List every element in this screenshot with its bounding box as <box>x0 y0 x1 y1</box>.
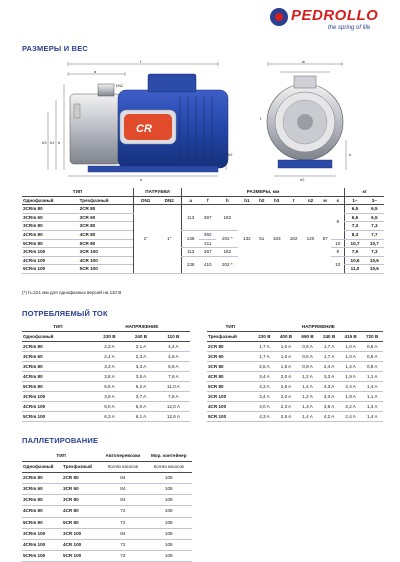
subheader-n2: n2 <box>302 196 319 205</box>
table-row: 3CRm 60 3CR 60 84 108 <box>22 484 192 495</box>
table-row: 3CR 100 3,4 A 2,0 A 1,2 A 3,3 A 1,9 A 1,1 A <box>207 392 383 402</box>
cell-dn1: 1" <box>134 205 158 274</box>
section-title-current: ПОТРЕБЛЯЕМЫЙ ТОК <box>22 309 108 318</box>
logo-emblem-icon <box>270 8 288 26</box>
subheader-three-phase: Трехфазный <box>207 332 254 342</box>
table-row: 5CRm 80 5CR 80 411 10 10,7 10,7 <box>22 239 384 248</box>
subheader-s: s <box>331 196 344 205</box>
col-header-sea-container: Мор. контейнер <box>146 451 192 462</box>
table-row: 5CRm 100 5CR 100 72 108 <box>22 550 192 561</box>
subheader-pump-count: Кол-во насосов <box>146 462 192 473</box>
col-header-type: ТИП <box>22 188 134 196</box>
table-row: 3CRm 100 3CR 100 113 367 182 9 7,9 7,3 <box>22 248 384 257</box>
table-row: 4CRm 100 6,0 A 6,0 A 12,0 A <box>22 402 190 412</box>
sizes-weights-table <box>22 188 384 274</box>
dim-h1-label: h1 <box>50 140 55 145</box>
table-row: 5CR 100 4,3 A 2,5 A 1,4 A 4,2 A 2,4 A 1,4 A <box>207 412 383 422</box>
col-header-type: ТИП <box>22 322 94 332</box>
current-three-phase-table: ТИП НАПРЯЖЕНИЕ Трехфазный 230 В 400 В 690 В 240 В 415 В 720 В 2CR 80 1,7 A 1,0 A 0,6 A 1,7 A 1,0 A 0,6 A 3CR 60 1,7 A 1,0 A 0,6 A 1,7 A 1,0 A 0,6 A 3CR 80 2,5 A 1,5 A 0,9 A 2,4 A 1,4 A 0,8 A 4CR 80 3,4 A 2,0 A 1,2 A 3,3 A 1,9 A 1,1 A 5CR 80 4,3 A 2,5 A 1,4 A 4,3 A 2,4 A 1,4 A 3CR 100 3,4 A 2,0 A 1,2 A 3,3 A 1,9 A 1,1 A 4CR 100 4,0 A 2,3 A 1,3 A 3,8 A 2,2 A 1,3 A 5CR 100 4,3 A 2,5 A 1,4 A 4,2 A 2,4 A 1,4 A <box>207 322 383 422</box>
subheader-t: t <box>285 196 302 205</box>
col-header-dimensions: РАЗМЕРЫ, мм <box>182 188 345 196</box>
table-row: 4CRm 80 3,8 A 3,6 A 7,6 A <box>22 372 190 382</box>
cell-dn2: 1" <box>158 205 182 274</box>
dim-s-label: s <box>349 152 351 157</box>
subheader-h3: h3 <box>268 196 285 205</box>
pump-front-view <box>260 59 351 182</box>
table-row: 3CRm 60 2,4 A 2,3 A 4,8 A <box>22 352 190 362</box>
table-row: 5CRm 80 5CR 80 72 108 <box>22 517 192 528</box>
section-title-sizes: РАЗМЕРЫ И ВЕС <box>22 44 89 53</box>
subheader-three-phase: Трехфазный <box>79 196 134 205</box>
table-row: 3CRm 80 3CR 80 84 108 <box>22 495 192 506</box>
dim-t-label: t <box>260 116 262 121</box>
subheader-pump-count: Кол-во насосов <box>100 462 145 473</box>
subheader-kg-3: 3~ <box>365 196 384 205</box>
subheader-dn2: DN2 <box>158 196 182 205</box>
subheader-single-phase: Однофазный <box>22 462 62 473</box>
dim-dn2-label: DN2 <box>116 84 124 88</box>
subheader-h1: h1 <box>238 196 255 205</box>
subheader-w: w <box>319 196 331 205</box>
col-header-type: ТИП <box>207 322 254 332</box>
table-row: 3CRm 80 3,3 A 3,3 A 6,6 A <box>22 362 190 372</box>
col-header-type: ТИП <box>22 451 100 462</box>
table-row: 5CR 80 4,3 A 2,5 A 1,4 A 4,3 A 2,4 A 1,4 A <box>207 382 383 392</box>
dim-f-label: f <box>140 59 142 64</box>
table-row: 2CRm 80 2,3 A 2,1 A 4,4 A <box>22 342 190 352</box>
table-row: 2CRm 80 2CR 80 84 108 <box>22 473 192 484</box>
table-row: 3CRm 100 3,9 A 3,7 A 7,8 A <box>22 392 190 402</box>
pedrollo-logo <box>270 6 388 36</box>
pump-side-view <box>70 74 228 172</box>
subheader-a: a <box>182 196 200 205</box>
col-header-kg: кг <box>345 188 384 196</box>
footnote-h221: (*) h=221 мм для однофазных версий на 110 В <box>22 290 122 295</box>
table-row: 5CRm 100 6,3 A 6,1 A 12,6 A <box>22 412 190 422</box>
dim-w-label: w <box>302 59 305 64</box>
section-title-pallet: ПАЛЛЕТИРОВАНИЕ <box>22 436 99 445</box>
pump-dimension-drawing <box>28 60 378 182</box>
dim-n2-label: n2 <box>300 177 305 182</box>
subheader-dn1: DN1 <box>134 196 158 205</box>
table-row: 4CRm 80 4CR 80 138 392 202 * 8,3 7,7 <box>22 230 384 239</box>
table-row: 4CR 80 3,4 A 2,0 A 1,2 A 3,3 A 1,9 A 1,1 A <box>207 372 383 382</box>
table-row: 5CRm 100 5CR 100 11,0 10,6 <box>22 265 384 274</box>
subheader-single-phase: Однофазный <box>22 332 94 342</box>
svg-text:CR: CR <box>136 123 152 135</box>
col-header-truck: Автоперевозки <box>100 451 145 462</box>
table-row: 4CRm 100 4CR 100 138 410 202 * 10 10,6 10,6 <box>22 256 384 265</box>
col-header-ports: ПАТРУБКИ <box>134 188 182 196</box>
dim-h2-label: h2 <box>228 152 233 157</box>
table-row: 4CR 100 4,0 A 2,3 A 1,3 A 3,8 A 2,2 A 1,3 A <box>207 402 383 412</box>
table-row: 4CRm 100 4CR 100 72 108 <box>22 539 192 550</box>
table-row: 3CR 60 1,7 A 1,0 A 0,6 A 1,7 A 1,0 A 0,6 A <box>207 352 383 362</box>
table-row: 3CRm 80 3CR 80 7,3 7,3 <box>22 222 384 231</box>
table-row: 3CRm 60 3CR 60 6,5 6,5 <box>22 213 384 222</box>
table-row: 3CRm 100 3CR 100 84 108 <box>22 528 192 539</box>
table-row: 4CRm 80 4CR 80 72 108 <box>22 506 192 517</box>
dim-a-label: a <box>94 69 97 74</box>
col-header-voltage: НАПРЯЖЕНИЕ <box>254 322 383 332</box>
logo-wordmark: PEDROLLO <box>291 7 379 24</box>
subheader-kg-1: 1~ <box>345 196 365 205</box>
table-row: 2CRm 80 2CR 80 1" 1" 113 367 182 132 51 183 182 120 87 9 6,5 6,5 <box>22 205 384 214</box>
col-header-voltage: НАПРЯЖЕНИЕ <box>94 322 190 332</box>
table-row: 2CR 80 1,7 A 1,0 A 0,6 A 1,7 A 1,0 A 0,6 A <box>207 342 383 352</box>
palletization-table <box>22 451 192 562</box>
dim-h-label: h <box>58 140 61 145</box>
table-row: 3CR 80 2,5 A 1,5 A 0,9 A 2,4 A 1,4 A 0,8 A <box>207 362 383 372</box>
dim-n-label: n <box>140 177 143 182</box>
subheader-three-phase: Трехфазный <box>62 462 100 473</box>
current-single-phase-table: ТИП НАПРЯЖЕНИЕ Однофазный 230 В 240 В 110 В 2CRm 80 2,3 A 2,1 A 4,4 A 3CRm 60 2,4 A 2,3 A 4,8 A 3CRm 80 3,3 A 3,3 A 6,6 A 4CRm 80 3,8 A 3,6 A 7,6 A 5CRm 80 5,5 A 5,2 A 11,0 A 3CRm 100 3,9 A 3,7 A 7,8 A 4CRm 100 6,0 A 6,0 A 12,0 A 5CRm 100 6,3 A 6,1 A 12,6 A <box>22 322 190 422</box>
logo-tagline: the spring of life <box>328 25 371 31</box>
subheader-f: f <box>199 196 216 205</box>
subheader-h2: h2 <box>255 196 268 205</box>
table-row: 5CRm 80 5,5 A 5,2 A 11,0 A <box>22 382 190 392</box>
dim-h3-label: h3 <box>42 140 47 145</box>
subheader-h: h <box>216 196 238 205</box>
subheader-single-phase: Однофазный <box>22 196 79 205</box>
